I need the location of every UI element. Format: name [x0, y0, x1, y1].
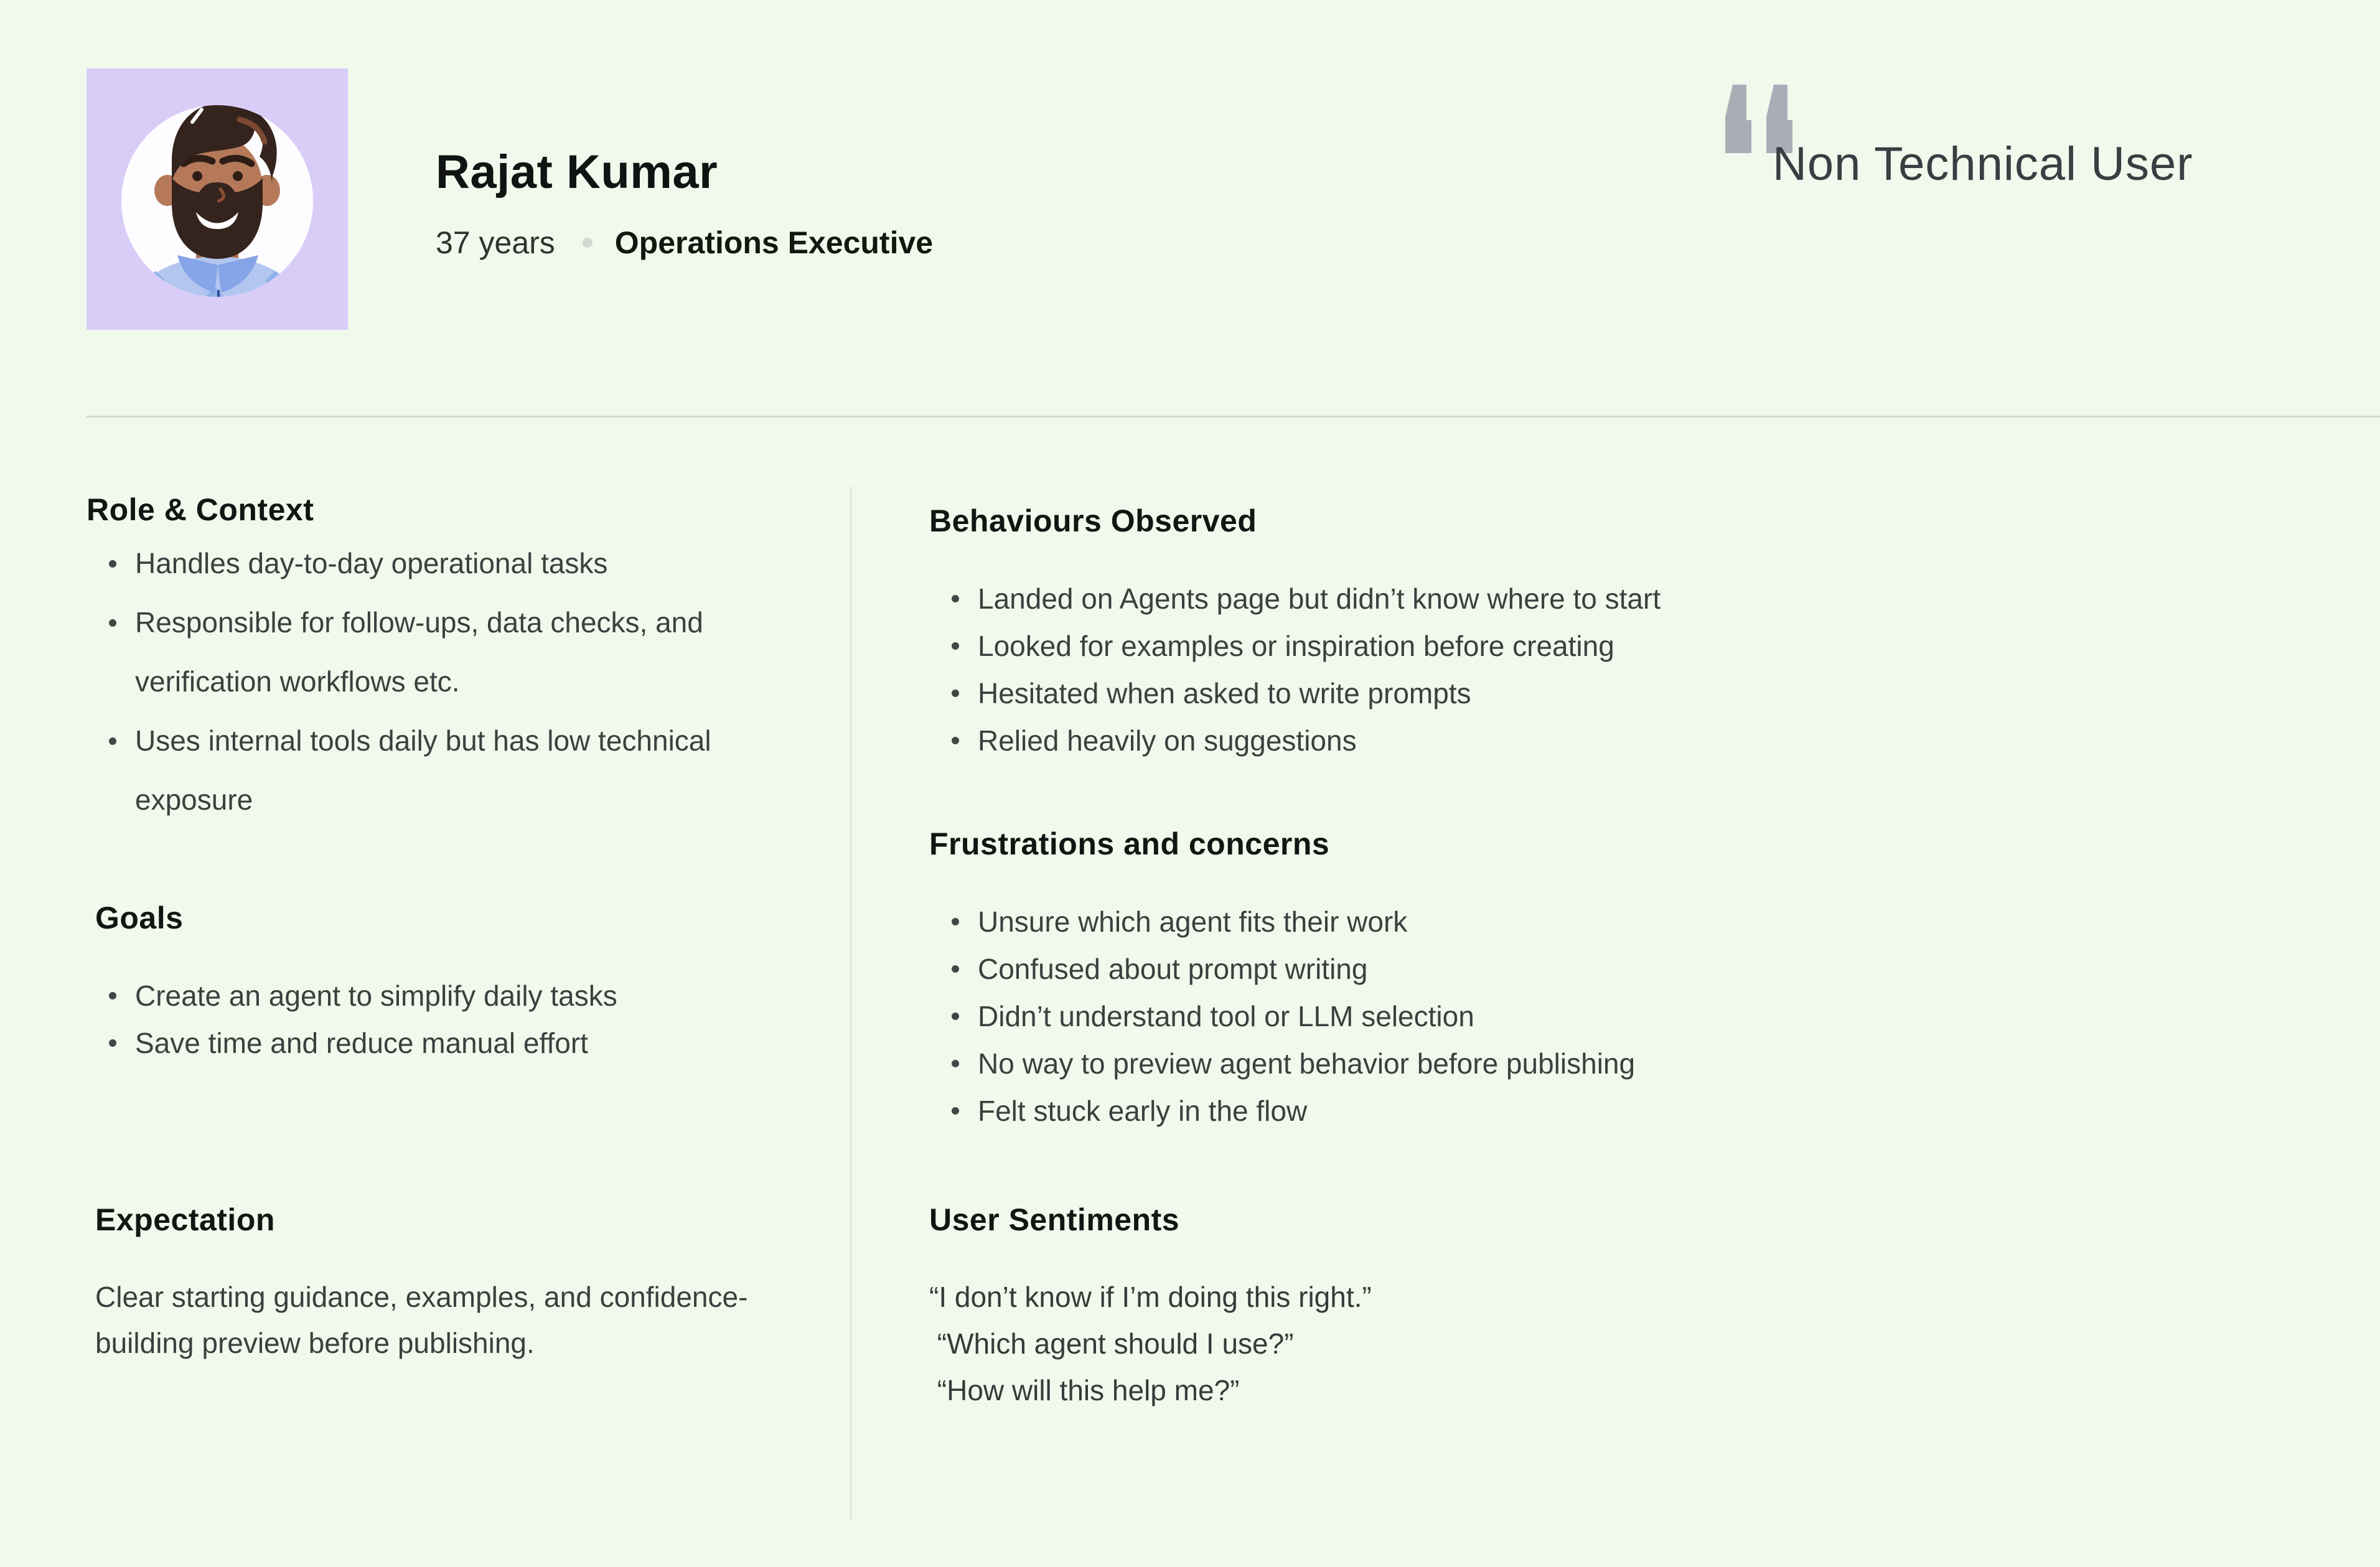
list-item: “How will this help me?” [929, 1374, 1240, 1406]
list-item: Responsible for follow-ups, data checks, and verification workflows etc. [87, 593, 746, 711]
header-divider [87, 416, 2380, 418]
avatar-illustration [87, 68, 348, 330]
list-item: Hesitated when asked to write prompts [929, 670, 2018, 717]
profile-age: 37 years [436, 225, 555, 260]
list-item: Create an agent to simplify daily tasks [87, 972, 771, 1019]
role-context-list [87, 534, 746, 830]
section-title: Role & Context [87, 492, 314, 527]
section-role-context [87, 490, 746, 830]
list-item: Save time and reduce manual effort [87, 1019, 771, 1067]
list-item: “Which agent should I use?” [929, 1327, 1294, 1360]
list-item: Looked for examples or inspiration before creating [929, 622, 2018, 670]
list-item: Confused about prompt writing [929, 945, 2018, 993]
expectation-text: Clear starting guidance, examples, and confidence-building preview before publishing. [95, 1281, 748, 1359]
list-item: Relied heavily on suggestions [929, 717, 2018, 764]
list-item: “I don’t know if I’m doing this right.” [929, 1281, 1372, 1313]
dot-separator-icon [583, 238, 593, 248]
section-behaviours-observed [929, 502, 2018, 764]
behaviours-list [929, 575, 2018, 764]
section-title: Expectation [95, 1202, 275, 1237]
list-item: Handles day-to-day operational tasks [87, 534, 746, 593]
persona-type-label: Non Technical User [1773, 138, 2193, 190]
profile-meta [436, 224, 933, 261]
section-title: User Sentiments [929, 1202, 1180, 1237]
section-user-sentiments [929, 1200, 2018, 1414]
section-expectation [87, 1200, 784, 1366]
list-item: Uses internal tools daily but has low technical exposure [87, 711, 746, 830]
section-goals [87, 899, 771, 1067]
list-item: Felt stuck early in the flow [929, 1087, 2018, 1134]
goals-list [87, 972, 771, 1067]
section-title: Behaviours Observed [929, 503, 1257, 538]
sentiments-list [929, 1274, 2018, 1414]
frustrations-list [929, 898, 2018, 1134]
list-item: Unsure which agent fits their work [929, 898, 2018, 945]
identity-block [436, 144, 933, 261]
profile-name: Rajat Kumar [436, 146, 718, 199]
list-item: No way to preview agent behavior before publishing [929, 1040, 2018, 1087]
section-title: Goals [95, 900, 184, 935]
section-title: Frustrations and concerns [929, 826, 1330, 861]
list-item: Landed on Agents page but didn’t know where to start [929, 575, 2018, 622]
column-divider [850, 487, 851, 1521]
avatar [87, 68, 348, 330]
profile-role: Operations Executive [614, 225, 934, 260]
section-frustrations [929, 825, 2018, 1134]
list-item: Didn’t understand tool or LLM selection [929, 993, 2018, 1040]
